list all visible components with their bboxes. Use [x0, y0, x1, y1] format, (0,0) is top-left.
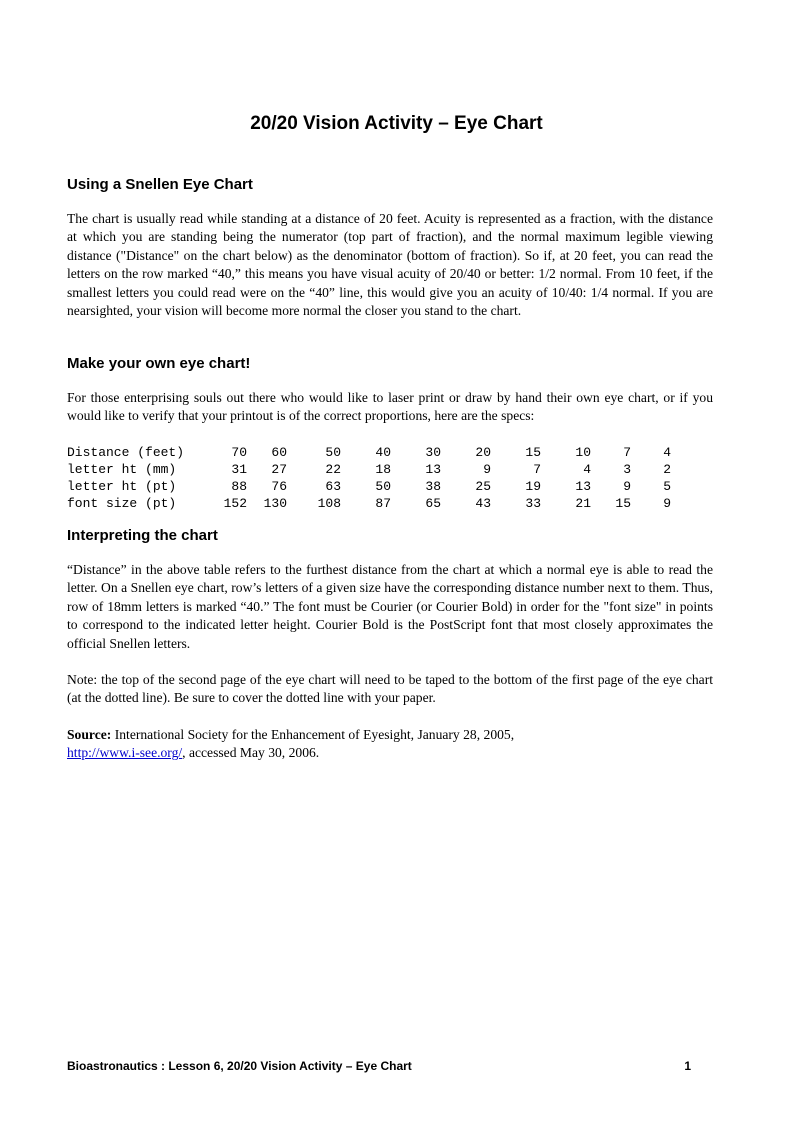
specs-cell: 7 [623, 445, 631, 460]
specs-row [67, 444, 671, 461]
specs-cell: 20 [475, 445, 491, 460]
specs-cell: 43 [475, 496, 491, 511]
specs-cell: 40 [375, 445, 391, 460]
specs-cell: 31 [231, 462, 247, 477]
specs-cell: 18 [375, 462, 391, 477]
source-accessed: , accessed May 30, 2006. [182, 745, 320, 761]
specs-cell: 3 [623, 462, 631, 477]
specs-cell: 152 [223, 496, 247, 511]
source-text: International Society for the Enhancement of Eyesight, January 28, 2005, [114, 727, 515, 742]
specs-cell: 13 [425, 462, 441, 477]
specs-cell: 25 [475, 479, 491, 494]
paragraph-snellen-text: The chart is usually read while standing at a distance of 20 feet. Acuity is represented as a fraction, with the distance at which you are standing being the numerator (top part of fraction), and the normal maximum legible viewing distance ("Distance" on the chart below) as the denominator (bottom of fraction). So if, at 20 feet, you can read the letters on the row marked “40,” this means you have visual acuity of 20/40 or better: 1/2 normal. From 10 feet, if the smallest letters you could read were on the “40” line, this would give you an acuity of 10/40: 1/4 normal. If you are nearsighted, your vision will become more normal the closer you stand to the chart. [67, 211, 713, 319]
specs-cell: 5 [663, 479, 671, 494]
specs-row [67, 478, 671, 495]
specs-cell: 30 [425, 445, 441, 460]
specs-cell: 33 [525, 496, 541, 511]
specs-cell: 50 [325, 445, 341, 460]
paragraph-note-text: Note: the top of the second page of the eye chart will need to be taped to the bottom of the first page of the eye chart (at the dotted line). Be sure to cover the dotted line with your paper. [67, 672, 713, 706]
specs-cell: 76 [271, 479, 287, 494]
specs-cell: 9 [483, 462, 491, 477]
specs-cell: 22 [325, 462, 341, 477]
section-heading-snellen: Using a Snellen Eye Chart [67, 176, 253, 193]
paragraph-note [67, 671, 713, 708]
specs-cell: 9 [663, 496, 671, 511]
specs-row-label: font size (pt) [67, 496, 177, 511]
footer-text: Bioastronautics : Lesson 6, 20/20 Vision Activity – Eye Chart [67, 1059, 412, 1073]
specs-row-label: Distance (feet) [67, 445, 185, 460]
page-number: 1 [684, 1059, 691, 1073]
specs-cell: 19 [525, 479, 541, 494]
paragraph-make-text: For those enterprising souls out there who would like to laser print or draw by hand their own eye chart, or if you would like to verify that your printout is of the correct proportions, here are the specs: [67, 390, 713, 424]
specs-row-label: letter ht (mm) [67, 462, 177, 477]
source-link[interactable]: http://www.i-see.org/ [67, 745, 183, 761]
specs-cell: 15 [525, 445, 541, 460]
source-citation [67, 726, 713, 763]
specs-row-label: letter ht (pt) [67, 479, 177, 494]
specs-cell: 4 [583, 462, 591, 477]
specs-cell: 15 [615, 496, 631, 511]
specs-cell: 4 [663, 445, 671, 460]
specs-cell: 108 [317, 496, 341, 511]
specs-cell: 130 [263, 496, 287, 511]
specs-cell: 27 [271, 462, 287, 477]
paragraph-make [67, 389, 713, 426]
specs-cell: 7 [533, 462, 541, 477]
page-title: 20/20 Vision Activity – Eye Chart [250, 113, 543, 134]
paragraph-interpret-text: “Distance” in the above table refers to the furthest distance from the chart at which a normal eye is able to read the letter. On a Snellen eye chart, row’s letters of a given size have the corresponding distance number next to them. Thus, row of 18mm letters is marked “40.” The font must be Courier (or Courier Bold) in order for the "font size" in points to correspond to the indicated letter height. Courier Bold is the PostScript font that most closely approximates the official Snellen letters. [67, 562, 713, 651]
specs-cell: 21 [575, 496, 591, 511]
specs-cell: 10 [575, 445, 591, 460]
specs-row [67, 495, 671, 512]
section-heading-interpret: Interpreting the chart [67, 527, 218, 544]
specs-cell: 13 [575, 479, 591, 494]
specs-cell: 65 [425, 496, 441, 511]
page-footer [67, 1059, 691, 1073]
source-label: Source: [67, 727, 112, 742]
specs-cell: 60 [271, 445, 287, 460]
specs-cell: 50 [375, 479, 391, 494]
specs-cell: 70 [231, 445, 247, 460]
paragraph-snellen [67, 210, 713, 320]
specs-cell: 88 [231, 479, 247, 494]
paragraph-interpret [67, 561, 713, 653]
specs-cell: 9 [623, 479, 631, 494]
specs-cell: 87 [375, 496, 391, 511]
specs-cell: 38 [425, 479, 441, 494]
specs-table [67, 444, 671, 512]
section-heading-make: Make your own eye chart! [67, 355, 251, 372]
specs-cell: 2 [663, 462, 671, 477]
specs-cell: 63 [325, 479, 341, 494]
specs-row [67, 461, 671, 478]
